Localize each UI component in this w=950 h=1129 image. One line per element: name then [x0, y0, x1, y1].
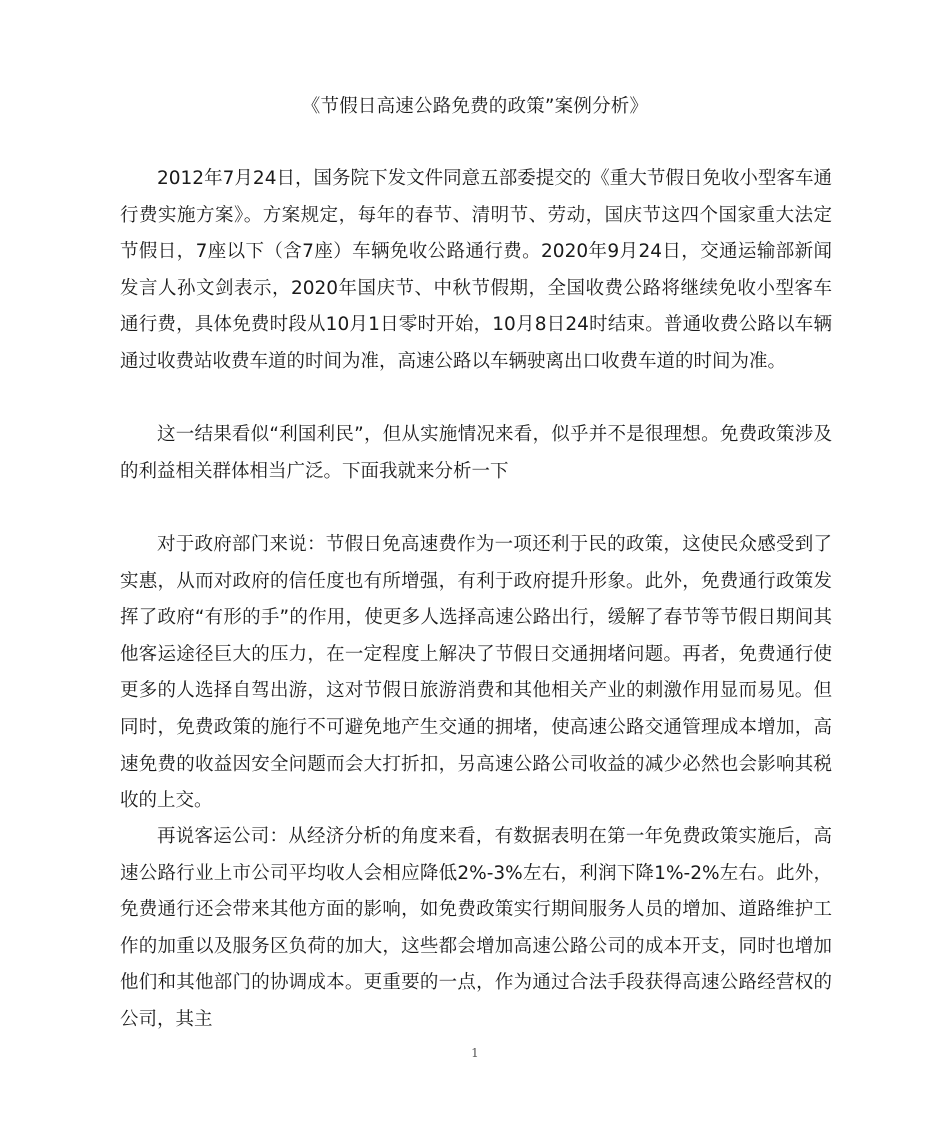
paragraph-policy-background: 2012年7月24日，国务院下发文件同意五部委提交的《重大节假日免收小型客车通行费实施方案》。方案规定，每年的春节、清明节、劳动，国庆节这四个国家重大法定节假日，7座以下（含7座）车辆免收公路通行费。2020年9月24日，交通运输部新闻发言人孙文剑表示，2020年国庆节、中秋节假期，全国收费公路将继续免收小型客车通行费，具体免费时段从10月1日零时开始，10月8日24时结束。普通收费公路以车辆通过收费站收费车道的时间为准，高速公路以车辆驶离出口收费车道的时间为准。 [120, 168, 832, 372]
document-title: 《节假日高速公路免费的政策”案例分析》 [301, 96, 649, 117]
paragraph-transport-company-analysis: 再说客运公司：从经济分析的角度来看，有数据表明在第一年免费政策实施后，高速公路行业上市公司平均收人会相应降低2%-3%左右，利润下降1%-2%左右。此外，免费通行还会带来其他方面的影响，如免费政策实行期间服务人员的增加、道路维护工作的加重以及服务区负荷的加大，这些都会增加高速公路公司的成本开支，同时也增加他们和其他部门的协调成本。更重要的一点，作为通过合法手段获得高速公路经营权的公司，其主 [120, 826, 832, 1030]
paragraph-evaluation: 这一结果看似“利国利民”，但从实施情况来看，似乎并不是很理想。免费政策涉及的利益相关群体相当广泛。下面我就来分析一下 [120, 424, 832, 482]
page-number: 1 [471, 1046, 479, 1060]
paragraph-government-analysis: 对于政府部门来说：节假日免高速费作为一项还利于民的政策，这使民众感受到了实惠，从而对政府的信任度也有所增强，有利于政府提升形象。此外，免费通行政策发挥了政府“有形的手”的作用，使更多人选择高速公路出行，缓解了春节等节假日期间其他客运途径巨大的压力，在一定程度上解决了节假日交通拥堵问题。再者，免费通行使更多的人选择自驾出游，这对节假日旅游消费和其他相关产业的刺激作用显而易见。但同时，免费政策的施行不可避免地产生交通的拥堵，使高速公路交通管理成本增加，高速免费的收益因安全问题而会大打折扣，另高速公路公司收益的减少必然也会影响其税收的上交。 [120, 534, 832, 812]
